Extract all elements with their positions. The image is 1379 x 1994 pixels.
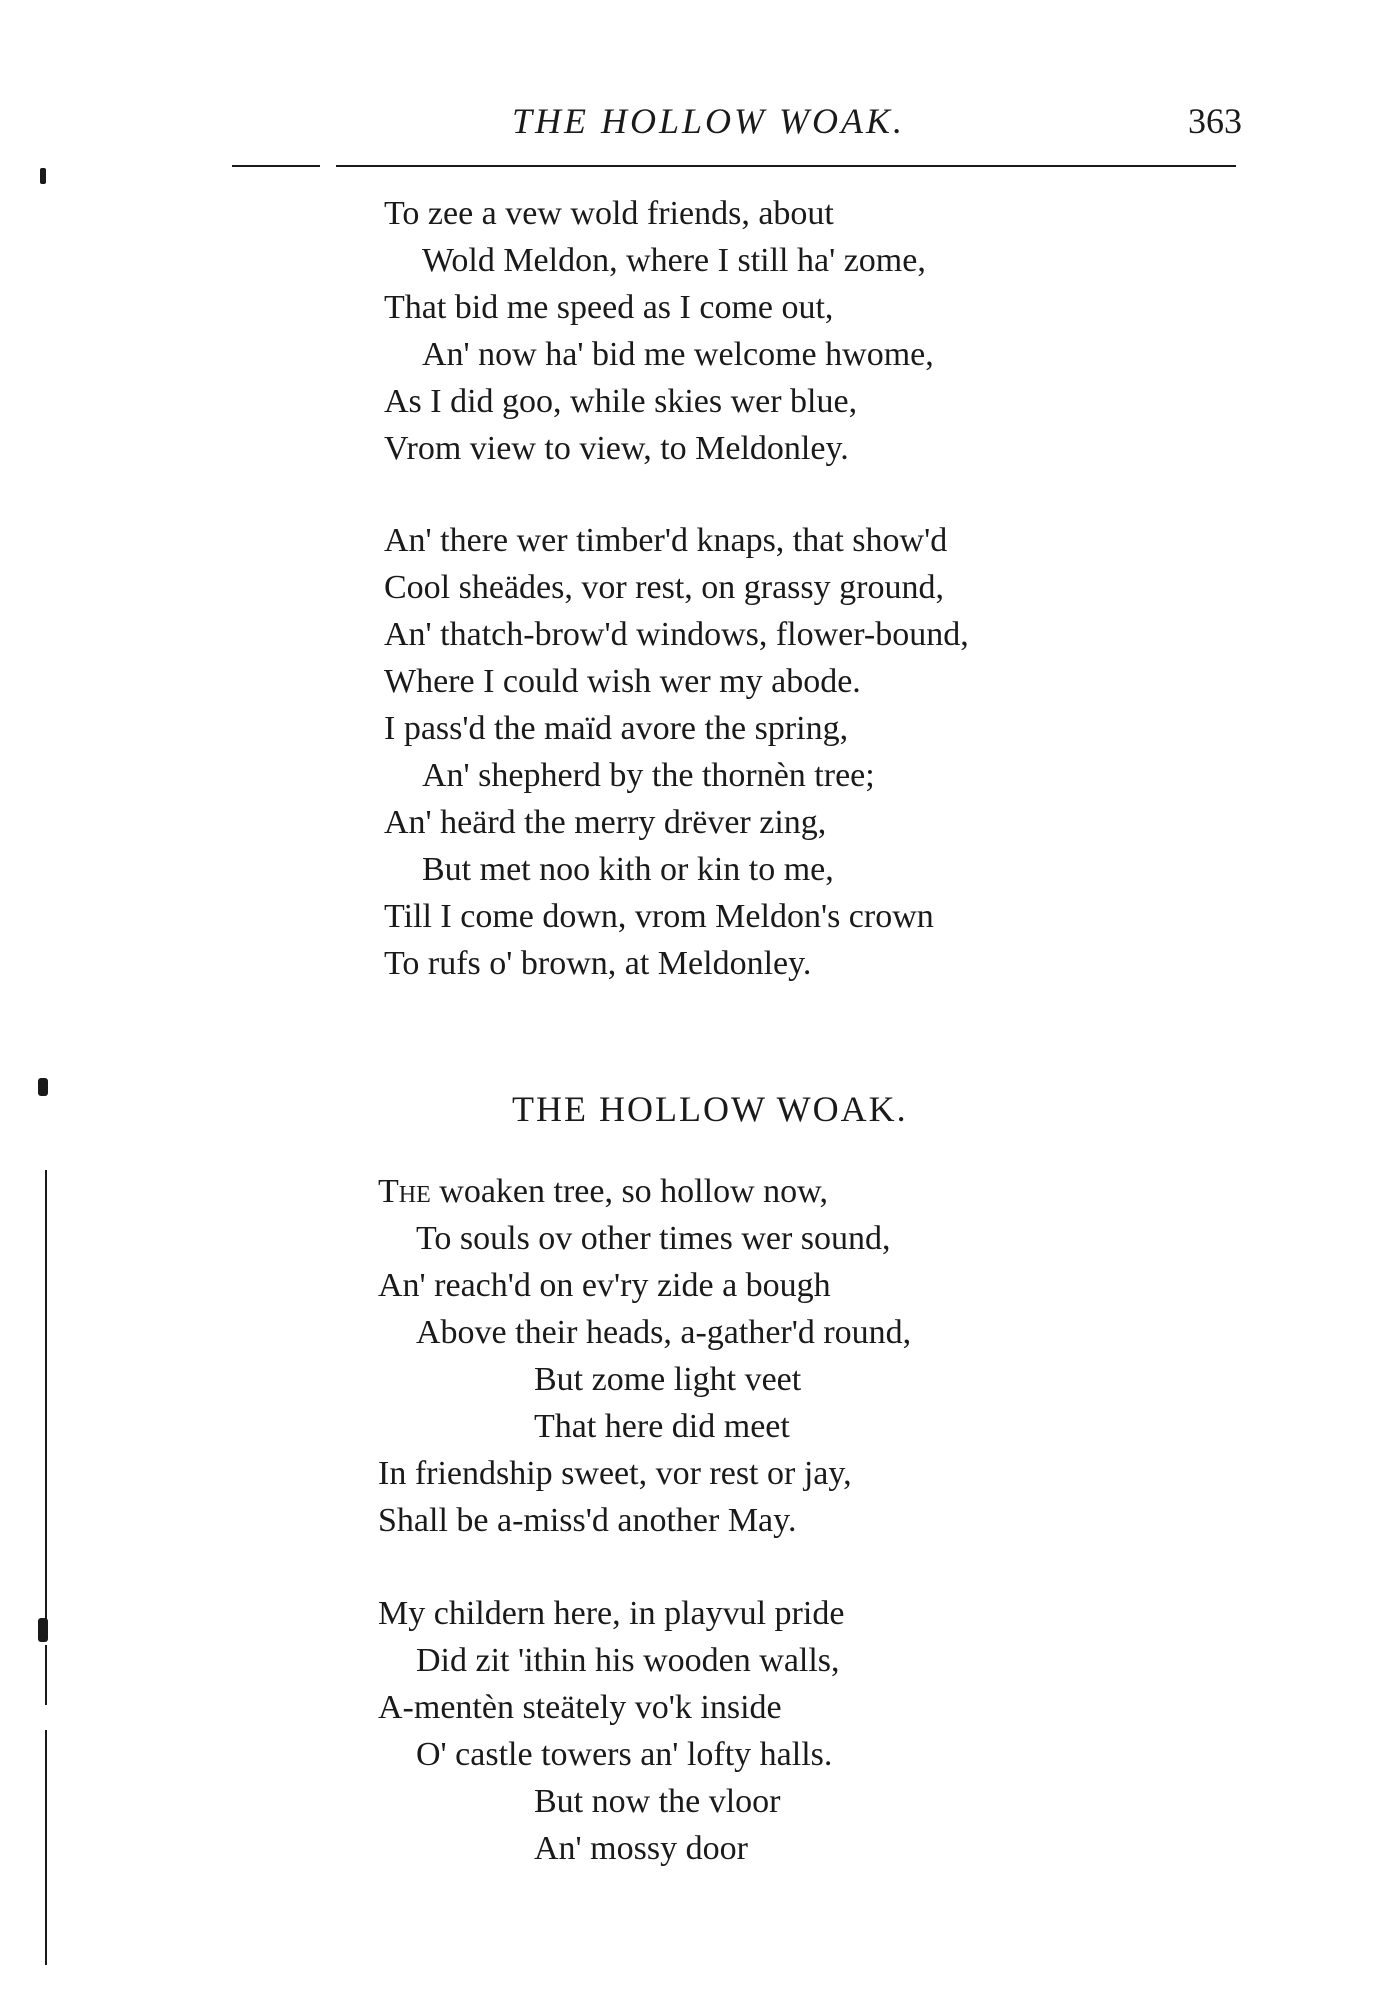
margin-speck: [40, 168, 46, 184]
verse-line: As I did goo, while skies wer blue,: [384, 383, 858, 420]
poem2-stanza2: [378, 1590, 844, 1872]
verse-line: An' reach'd on ev'ry zide a bough: [378, 1267, 831, 1304]
poem1-stanza1: [384, 190, 934, 472]
verse-line: An' there wer timber'd knaps, that show'd: [384, 522, 948, 559]
margin-speck: [38, 1078, 48, 1096]
verse-line: Shall be a-miss'd another May.: [378, 1502, 797, 1539]
verse-line: Cool sheädes, vor rest, on grassy ground,: [384, 569, 944, 606]
drop-word: The: [378, 1173, 431, 1210]
verse-line: An' mossy door: [534, 1830, 748, 1867]
running-title: THE HOLLOW WOAK.: [512, 101, 906, 141]
page-number: 363: [1188, 101, 1242, 141]
header-rule-long: [336, 165, 1236, 167]
verse-line: My childern here, in playvul pride: [378, 1595, 845, 1632]
verse-line: Where I could wish wer my abode.: [384, 663, 861, 700]
verse-line: Did zit 'ithin his wooden walls,: [416, 1642, 840, 1679]
verse-line: An' heärd the merry drëver zing,: [384, 804, 827, 841]
verse-line: But now the vloor: [534, 1783, 781, 1820]
verse-line: That bid me speed as I come out,: [384, 289, 834, 326]
margin-speck: [38, 1618, 48, 1642]
verse-line: O' castle towers an' lofty halls.: [416, 1736, 833, 1773]
verse-line: In friendship sweet, vor rest or jay,: [378, 1455, 852, 1492]
verse-line: An' now ha' bid me welcome hwome,: [422, 336, 934, 373]
verse-line: To rufs o' brown, at Meldonley.: [384, 945, 812, 982]
binding-edge-line: [45, 1170, 47, 1630]
verse-line: Wold Meldon, where I still ha' zome,: [422, 242, 926, 279]
header-rule-short: [232, 165, 320, 167]
verse-line: But met noo kith or kin to me,: [422, 851, 834, 888]
verse-line: A-mentèn steätely vo'k inside: [378, 1689, 782, 1726]
verse-line: Vrom view to view, to Meldonley.: [384, 430, 849, 467]
verse-line: An' thatch-brow'd windows, flower-bound,: [384, 616, 969, 653]
verse-line: Till I come down, vrom Meldon's crown: [384, 898, 934, 935]
verse-line: To zee a vew wold friends, about: [384, 195, 834, 232]
poem-title: THE HOLLOW WOAK.: [512, 1089, 908, 1129]
verse-line-rest: woaken tree, so hollow now,: [430, 1173, 828, 1210]
verse-line-first: [378, 1168, 911, 1215]
verse-line: An' shepherd by the thornèn tree;: [422, 757, 875, 794]
binding-edge-line: [45, 1730, 47, 1965]
poem2-stanza1: [378, 1168, 911, 1544]
verse-line: To souls ov other times wer sound,: [416, 1220, 891, 1257]
poem1-stanza2: [384, 517, 969, 987]
verse-line: That here did meet: [534, 1408, 790, 1445]
verse-line: But zome light veet: [534, 1361, 802, 1398]
verse-line: I pass'd the maïd avore the spring,: [384, 710, 849, 747]
verse-line: Above their heads, a-gather'd round,: [416, 1314, 912, 1351]
running-head: [0, 100, 1379, 150]
binding-edge-line: [45, 1645, 47, 1705]
